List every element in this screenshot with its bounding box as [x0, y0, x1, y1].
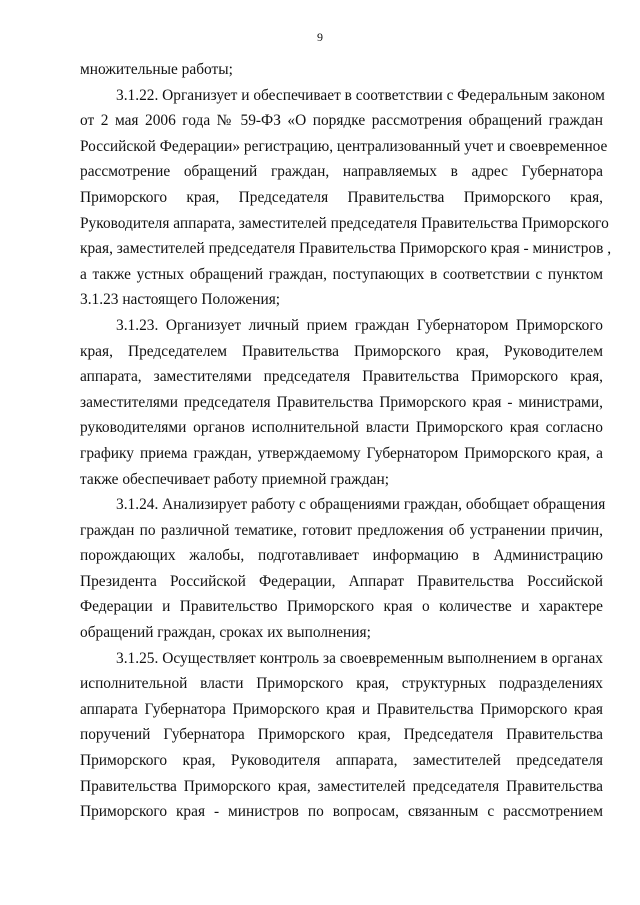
text-line: заместителями председателя Правительства Приморского края - министрами,	[80, 393, 603, 411]
text-line: Приморского края, Председателя Правительства Приморского края,	[80, 188, 603, 206]
text-line: Федерации и Правительство Приморского края о количестве и характере	[80, 598, 603, 616]
text-line: 3.1.23. Организует личный прием граждан Губернатором Приморского	[116, 316, 603, 334]
text-line: 3.1.24. Анализирует работу с обращениями граждан, обобщает обращения	[116, 496, 606, 514]
text-line: рассмотрение обращений граждан, направляемых в адрес Губернатора	[80, 163, 603, 181]
document-body	[80, 57, 612, 825]
text-line: а также устных обращений граждан, поступающих в соответствии с пунктом	[80, 265, 603, 283]
paragraph-3-1-24	[80, 492, 606, 646]
text-line: граждан по различной тематике, готовит предложения об устранении причин,	[80, 521, 603, 539]
text-line: исполнительной власти Приморского края, структурных подразделениях	[80, 675, 603, 693]
text-line: 3.1.22. Организует и обеспечивает в соответствии с Федеральным законом	[116, 86, 605, 104]
text-line: руководителями органов исполнительной власти Приморского края согласно	[80, 419, 603, 437]
text-line: края, заместителей председателя Правительства Приморского края - министров ,	[80, 240, 612, 258]
text-line: графику приема граждан, утверждаемому Губернатором Приморского края, а	[80, 444, 603, 462]
text-line: Приморского края, Руководителя аппарата, заместителей председателя	[80, 752, 603, 770]
text-line: 3.1.25. Осуществляет контроль за своевременным выполнением в органах	[116, 649, 603, 667]
paragraph-3-1-23	[80, 313, 603, 492]
text-line: Правительства Приморского края, заместителей председателя Правительства	[80, 777, 603, 795]
paragraph-continuation	[80, 57, 603, 83]
page-number: 9	[317, 30, 323, 44]
text-line: аппарата Губернатора Приморского края и Правительства Приморского края	[80, 700, 603, 718]
text-line: Руководителя аппарата, заместителей председателя Правительства Приморского	[80, 214, 609, 232]
text-line: Российской Федерации» регистрацию, централизованный учет и своевременное	[80, 137, 608, 155]
text-line: Приморского края - министров по вопросам, связанным с рассмотрением	[80, 803, 603, 821]
text-line: Президента Российской Федерации, Аппарат Правительства Российской	[80, 572, 603, 590]
paragraph-3-1-25	[80, 646, 603, 825]
text-line: аппарата, заместителями председателя Правительства Приморского края,	[80, 368, 603, 386]
text-line: 3.1.23 настоящего Положения;	[80, 291, 281, 309]
text-line: также обеспечивает работу приемной граждан;	[80, 470, 389, 488]
paragraph-3-1-22	[80, 83, 612, 313]
text-line: края, Председателем Правительства Приморского края, Руководителем	[80, 342, 603, 360]
text-line: множительные работы;	[80, 61, 233, 78]
text-line: обращений граждан, сроках их выполнения;	[80, 624, 371, 642]
text-line: порождающих жалобы, подготавливает информацию в Администрацию	[80, 547, 603, 565]
text-line: от 2 мая 2006 года № 59-ФЗ «О порядке рассмотрения обращений граждан	[80, 112, 603, 130]
text-line: поручений Губернатора Приморского края, Председателя Правительства	[80, 726, 603, 744]
